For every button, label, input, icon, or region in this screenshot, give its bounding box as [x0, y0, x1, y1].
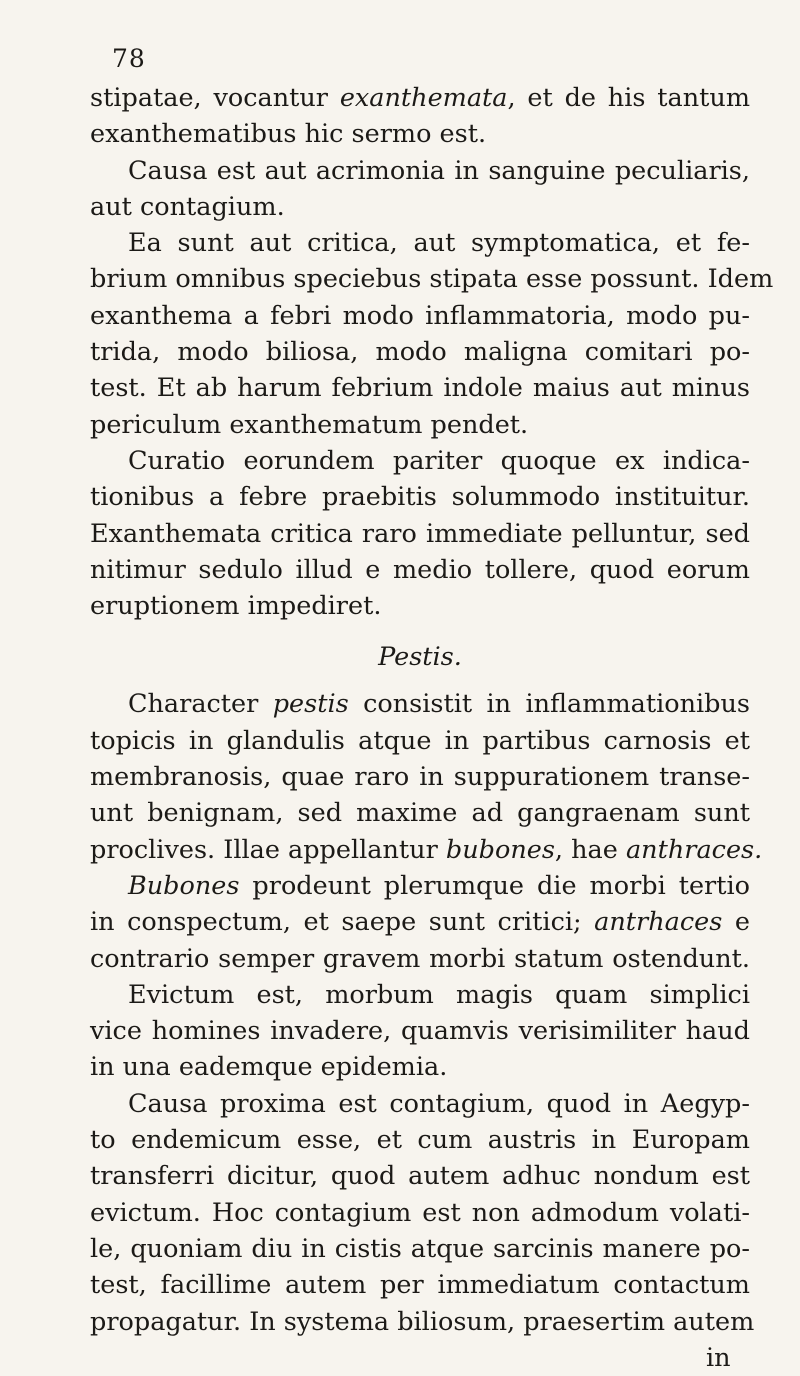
- text-line: Evictum est, morbum magis quam simplici: [128, 979, 750, 1010]
- text-line: trida, modo biliosa, modo maligna comitari po-: [90, 337, 750, 368]
- text-line: vice homines invadere, quamvis verisimiliter haud: [90, 1016, 750, 1047]
- text-line: in una eademque epidemia.: [90, 1052, 448, 1083]
- text-line: brium omnibus speciebus stipata esse possunt. Idem: [90, 264, 774, 295]
- text-line: test. Et ab harum febrium indole maius aut minus: [90, 373, 750, 404]
- text-line: Exanthemata critica raro immediate pelluntur, sed: [90, 518, 750, 549]
- text-line: contrario semper gravem morbi statum ostendunt.: [90, 943, 750, 974]
- text-line: propagatur. In systema biliosum, praesertim autem: [90, 1306, 755, 1337]
- text-line: Causa proxima est contagium, quod in Aegyp-: [128, 1088, 750, 1119]
- text-line: proclives. Illae appellantur bubones, hae anthraces.: [90, 834, 763, 865]
- text-line: stipatae, vocantur exanthemata, et de his tantum: [90, 83, 750, 113]
- text-line: exanthematibus hic sermo est.: [90, 119, 487, 150]
- text-line: Ea sunt aut critica, aut symptomatica, et fe-: [128, 228, 750, 259]
- text-line: exanthema a febri modo inflammatoria, modo pu-: [90, 300, 750, 331]
- text-line: evictum. Hoc contagium est non admodum volati-: [90, 1197, 750, 1228]
- page-number: 78: [112, 44, 146, 73]
- text-line: eruptionem impediret.: [90, 591, 382, 622]
- text-line: aut contagium.: [90, 191, 285, 222]
- text-line: unt benignam, sed maxime ad gangraenam sunt: [90, 798, 750, 829]
- section-heading: Pestis.: [378, 642, 462, 673]
- text-line: membranosis, quae raro in suppurationem transe-: [90, 762, 750, 793]
- text-line: Curatio eorundem pariter quoque ex indica-: [128, 445, 750, 476]
- text-line: le, quoniam diu in cistis atque sarcinis manere po-: [90, 1233, 750, 1264]
- catchword: in: [706, 1342, 731, 1373]
- text-line: transferri dicitur, quod autem adhuc nondum est: [90, 1161, 750, 1192]
- body-text: [90, 80, 774, 1376]
- text-line: Bubones prodeunt plerumque die morbi tertio: [128, 870, 750, 901]
- text-line: tionibus a febre praebitis solummodo instituitur.: [90, 482, 750, 513]
- text-line: Causa est aut acrimonia in sanguine peculiaris,: [128, 155, 750, 186]
- text-line: nitimur sedulo illud e medio tollere, quod eorum: [90, 554, 750, 585]
- text-line: to endemicum esse, et cum austris in Europam: [90, 1125, 750, 1156]
- text-line: in conspectum, et saepe sunt critici; antrhaces e: [90, 907, 750, 938]
- text-line: topicis in glandulis atque in partibus carnosis et: [90, 725, 750, 756]
- text-line: periculum exanthematum pendet.: [90, 409, 529, 440]
- text-line: test, facillime autem per immediatum contactum: [90, 1270, 750, 1301]
- text-line: Character pestis consistit in inflammationibus: [128, 689, 750, 720]
